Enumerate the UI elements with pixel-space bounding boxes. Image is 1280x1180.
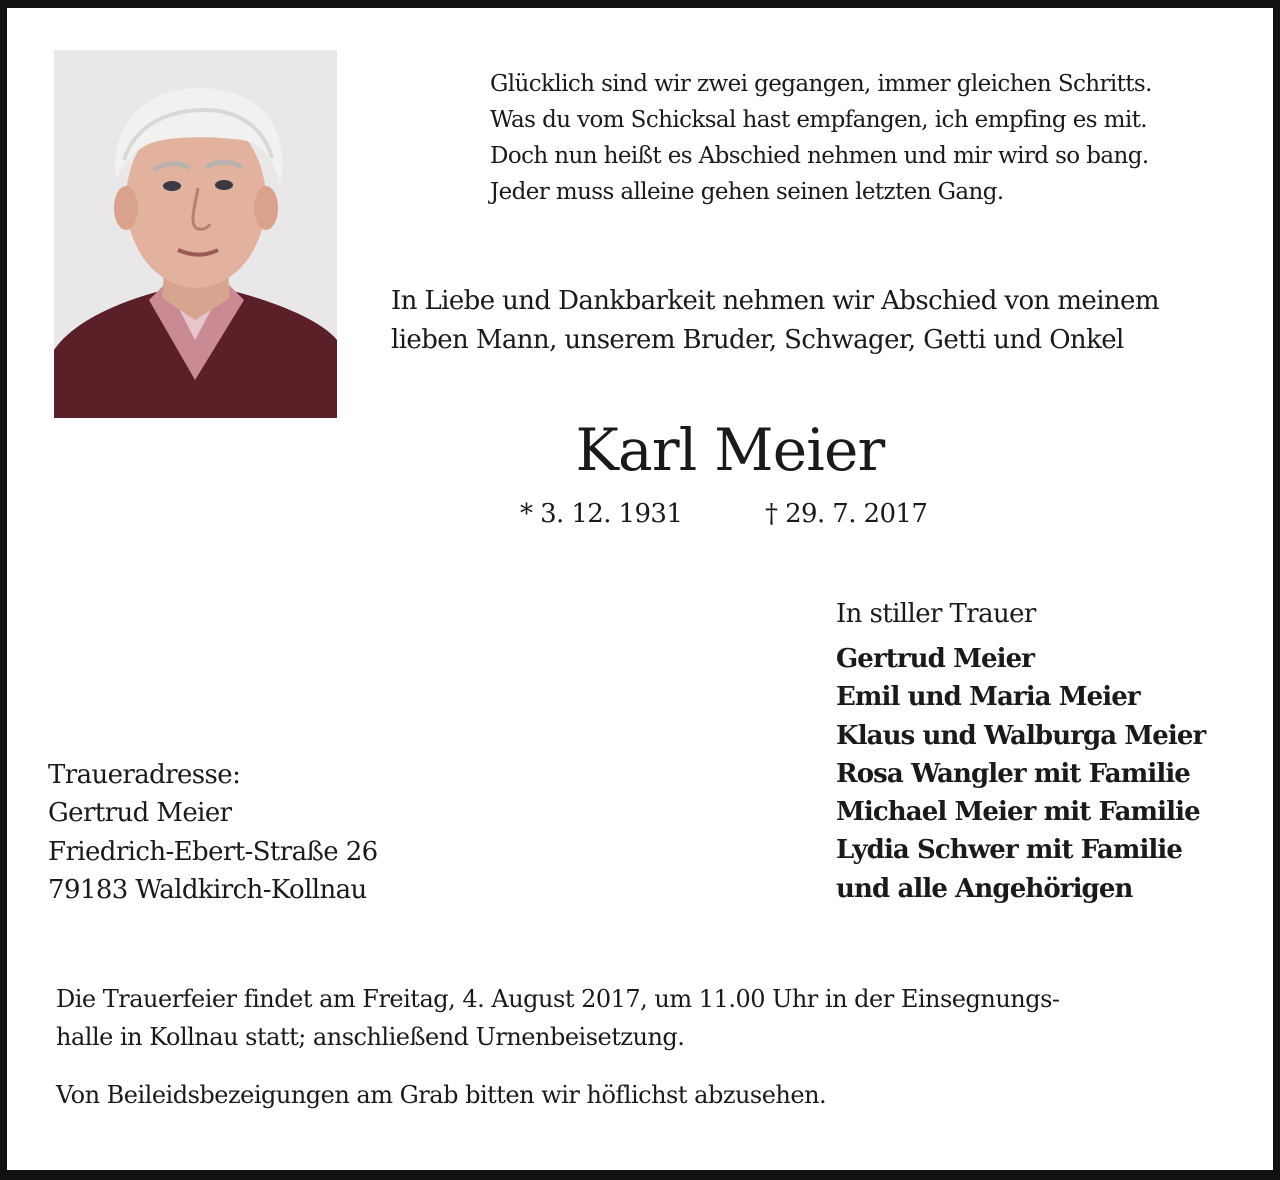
address-line: Gertrud Meier [48,798,232,829]
portrait-photo [54,50,337,418]
ceremony-line: halle in Kollnau statt; anschließend Urnenbeisetzung. [56,1023,685,1051]
mourning-address [48,756,378,909]
poem-line: Glücklich sind wir zwei gegangen, immer gleichen Schritts. [490,71,1152,97]
poem-line: Doch nun heißt es Abschied nehmen und mir wird so bang. [490,143,1149,169]
death-date: † 29. 7. 2017 [765,499,928,529]
mourners-intro: In stiller Trauer [836,599,1036,629]
ceremony-notice [56,980,1226,1056]
mourners-list [836,640,1205,908]
birth-date: * 3. 12. 1931 [520,499,683,529]
poem-line: Jeder muss alleine gehen seinen letzten Gang. [490,179,1004,205]
farewell-intro [391,282,1251,360]
address-line: Friedrich-Ebert-Straße 26 [48,836,378,867]
deceased-name: Karl Meier [575,416,885,484]
poem [490,66,1250,210]
intro-line: In Liebe und Dankbarkeit nehmen wir Abschied von meinem [391,286,1159,316]
mourner-name: Klaus und Walburga Meier [836,720,1206,751]
condolence-request: Von Beileidsbezeigungen am Grab bitten wir höflichst abzusehen. [56,1081,827,1109]
ceremony-line: Die Trauerfeier findet am Freitag, 4. August 2017, um 11.00 Uhr in der Einsegnungs- [56,985,1060,1013]
address-label: Traueradresse: [48,760,241,790]
intro-line: lieben Mann, unserem Bruder, Schwager, Getti und Onkel [391,325,1124,355]
mourner-name: Lydia Schwer mit Familie [836,835,1183,866]
mourner-name: und alle Angehörigen [836,873,1133,904]
mourner-name: Michael Meier mit Familie [836,797,1200,828]
address-line: 79183 Waldkirch-Kollnau [48,874,367,905]
poem-line: Was du vom Schicksal hast empfangen, ich empfing es mit. [490,107,1147,133]
mourner-name: Rosa Wangler mit Familie [836,758,1190,789]
mourner-name: Gertrud Meier [836,644,1035,674]
mourner-name: Emil und Maria Meier [836,682,1140,713]
